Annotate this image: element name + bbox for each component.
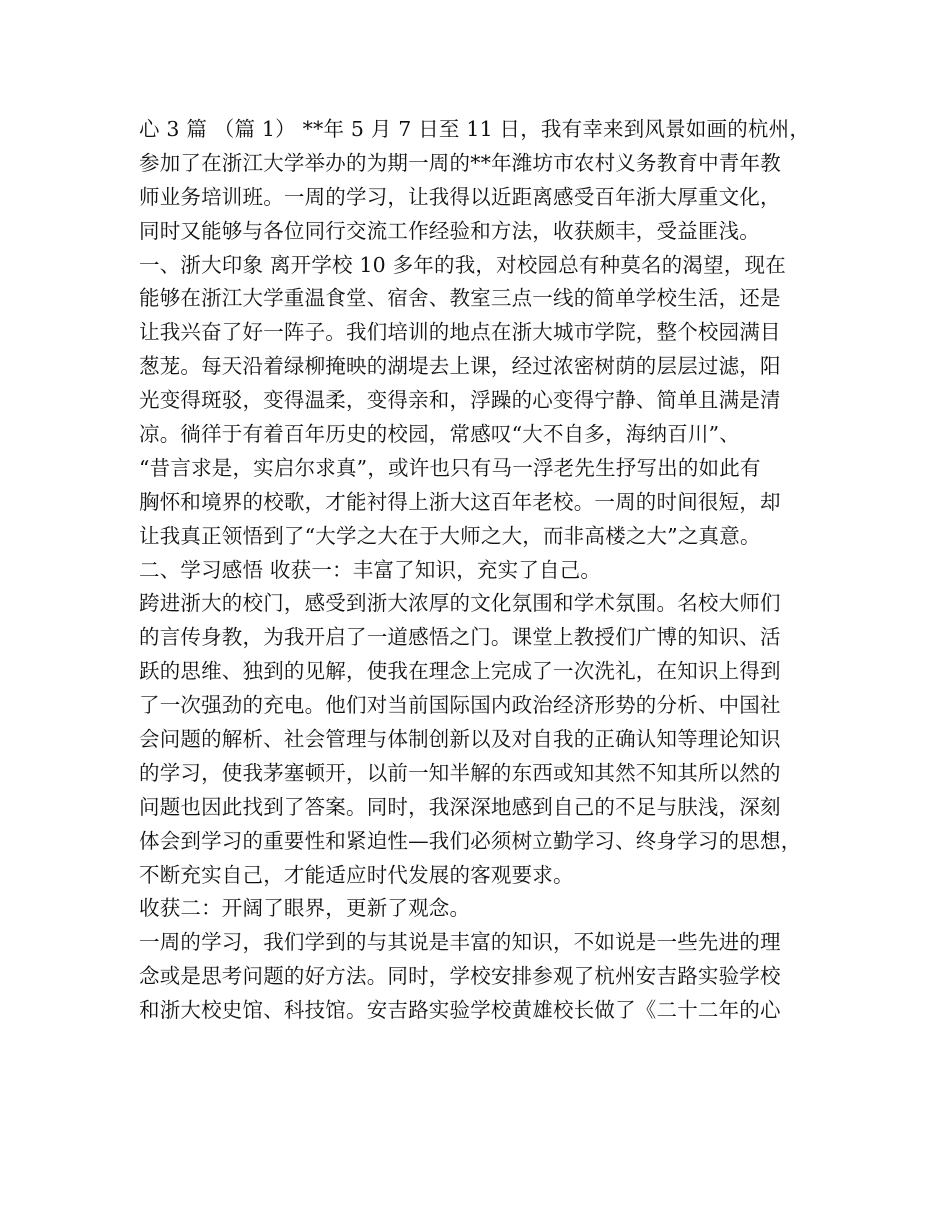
subsection-heading-line: 收获二：开阔了眼界，更新了观念。 bbox=[139, 896, 471, 921]
text-line: 念或是思考问题的好方法。同时，学校安排参观了杭州安吉路实验学校 bbox=[139, 964, 781, 989]
text-line: 问题也因此找到了答案。同时，我深深地感到自己的不足与肤浅，深刻 bbox=[139, 794, 781, 819]
text-line: 让我真正领悟到了“大学之大在于大师之大，而非高楼之大”之真意。 bbox=[139, 523, 761, 548]
text-line: 了一次强劲的充电。他们对当前国际国内政治经济形势的分析、中国社 bbox=[139, 693, 781, 718]
text-line: 和浙大校史馆、科技馆。安吉路实验学校黄雄校长做了《二十二年的心 bbox=[139, 998, 781, 1023]
text-line: 光变得斑驳，变得温柔，变得亲和，浮躁的心变得宁静、简单且满是清 bbox=[139, 388, 781, 413]
text-line: 师业务培训班。一周的学习，让我得以近距离感受百年浙大厚重文化， bbox=[139, 184, 781, 209]
text-line: 凉。徜徉于有着百年历史的校园，常感叹“大不自多，海纳百川”、 bbox=[139, 422, 740, 447]
text-line: 的学习，使我茅塞顿开，以前一知半解的东西或知其然不知其所以然的 bbox=[139, 760, 781, 785]
text-line: 的言传身教，为我开启了一道感悟之门。课堂上教授们广博的知识、活 bbox=[139, 625, 781, 650]
section-heading-line: 二、学习感悟 收获一：丰富了知识，充实了自己。 bbox=[139, 557, 602, 582]
text-line: 心 3 篇 （篇 1） **年 5 月 7 日至 11 日，我有幸来到风景如画的杭州， bbox=[139, 117, 811, 141]
text-line: 一周的学习，我们学到的与其说是丰富的知识，不如说是一些先进的理 bbox=[139, 930, 781, 955]
text-line: 让我兴奋了好一阵子。我们培训的地点在浙大城市学院，整个校园满目 bbox=[139, 320, 781, 345]
text-line: 葱茏。每天沿着绿柳掩映的湖堤去上课，经过浓密树荫的层层过滤，阳 bbox=[139, 354, 781, 379]
text-line: 跃的思维、独到的见解，使我在理念上完成了一次洗礼，在知识上得到 bbox=[139, 659, 781, 684]
text-line: 体会到学习的重要性和紧迫性—我们必须树立勤学习、终身学习的思想， bbox=[139, 828, 802, 853]
section-heading-line: 一、浙大印象 离开学校 10 多年的我，对校园总有种莫名的渴望，现在 bbox=[139, 252, 786, 277]
text-line: 同时又能够与各位同行交流工作经验和方法，收获颇丰，受益匪浅。 bbox=[139, 218, 760, 243]
text-line: 不断充实自己，才能适应时代发展的客观要求。 bbox=[139, 862, 574, 887]
document-body bbox=[139, 113, 829, 1028]
text-line: 胸怀和境界的校歌，才能衬得上浙大这百年老校。一周的时间很短，却 bbox=[139, 489, 781, 514]
text-line: “昔言求是，实启尔求真”，或许也只有马一浮老先生抒写出的如此有 bbox=[139, 455, 761, 480]
text-line: 跨进浙大的校门，感受到浙大浓厚的文化氛围和学术氛围。名校大师们 bbox=[139, 591, 781, 616]
text-line: 能够在浙江大学重温食堂、宿舍、教室三点一线的简单学校生活，还是 bbox=[139, 286, 781, 311]
text-line: 会问题的解析、社会管理与体制创新以及对自我的正确认知等理论知识 bbox=[139, 727, 781, 752]
text-line: 参加了在浙江大学举办的为期一周的**年潍坊市农村义务教育中青年教 bbox=[139, 150, 781, 175]
